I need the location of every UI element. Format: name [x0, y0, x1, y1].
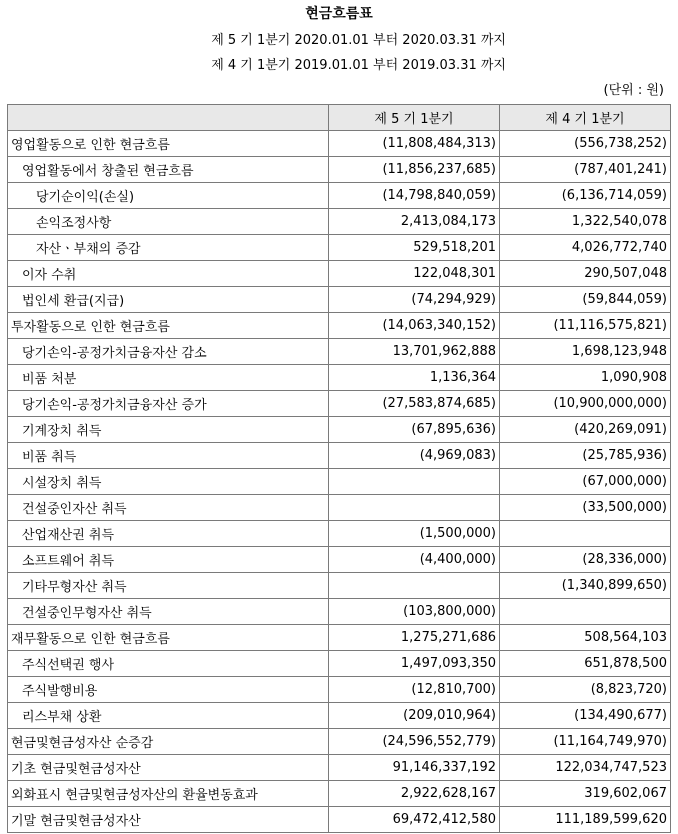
table-row	[8, 625, 671, 651]
period-current: 제 5 기 1분기 2020.01.01 부터 2020.03.31 까지	[211, 33, 506, 48]
value-current: (11,808,484,313)	[329, 131, 500, 157]
value-current: 1,275,271,686	[329, 625, 500, 651]
table-row	[8, 599, 671, 625]
value-current: (4,969,083)	[329, 443, 500, 469]
value-prior: (787,401,241)	[500, 157, 671, 183]
table-row	[8, 521, 671, 547]
table-row	[8, 365, 671, 391]
row-label: 이자 수취	[8, 261, 329, 287]
table-row	[8, 677, 671, 703]
value-prior: 1,090,908	[500, 365, 671, 391]
row-label: 산업재산권 취득	[8, 521, 329, 547]
row-label: 기타무형자산 취득	[8, 573, 329, 599]
value-current: 1,497,093,350	[329, 651, 500, 677]
value-prior: 1,698,123,948	[500, 339, 671, 365]
value-current: (14,063,340,152)	[329, 313, 500, 339]
value-current: (103,800,000)	[329, 599, 500, 625]
column-header-item	[8, 105, 329, 131]
value-current	[329, 469, 500, 495]
table-row	[8, 339, 671, 365]
table-row	[8, 807, 671, 833]
table-row	[8, 703, 671, 729]
value-current: (24,596,552,779)	[329, 729, 500, 755]
row-label: 외화표시 현금및현금성자산의 환율변동효과	[8, 781, 329, 807]
value-current: (14,798,840,059)	[329, 183, 500, 209]
table-row	[8, 183, 671, 209]
row-label: 건설중인자산 취득	[8, 495, 329, 521]
table-row	[8, 417, 671, 443]
row-label: 법인세 환급(지급)	[8, 287, 329, 313]
value-current: 13,701,962,888	[329, 339, 500, 365]
value-current: 91,146,337,192	[329, 755, 500, 781]
value-prior: (67,000,000)	[500, 469, 671, 495]
column-header-prior: 제 4 기 1분기	[500, 105, 671, 131]
value-current	[329, 573, 500, 599]
value-prior: (556,738,252)	[500, 131, 671, 157]
value-prior: (33,500,000)	[500, 495, 671, 521]
value-current: (67,895,636)	[329, 417, 500, 443]
value-prior: (11,116,575,821)	[500, 313, 671, 339]
value-current: 2,922,628,167	[329, 781, 500, 807]
value-prior: 122,034,747,523	[500, 755, 671, 781]
value-current	[329, 495, 500, 521]
row-label: 당기손익-공정가치금융자산 감소	[8, 339, 329, 365]
row-label: 소프트웨어 취득	[8, 547, 329, 573]
table-row	[8, 573, 671, 599]
value-prior: 111,189,599,620	[500, 807, 671, 833]
row-label: 현금및현금성자산 순증감	[8, 729, 329, 755]
table-row	[8, 469, 671, 495]
value-prior: (11,164,749,970)	[500, 729, 671, 755]
row-label: 당기순이익(손실)	[8, 183, 329, 209]
table-row	[8, 157, 671, 183]
table-row	[8, 391, 671, 417]
value-prior: (8,823,720)	[500, 677, 671, 703]
value-current: 122,048,301	[329, 261, 500, 287]
value-prior: 290,507,048	[500, 261, 671, 287]
value-current: (74,294,929)	[329, 287, 500, 313]
value-current: (11,856,237,685)	[329, 157, 500, 183]
table-row	[8, 729, 671, 755]
value-current: (12,810,700)	[329, 677, 500, 703]
table-row	[8, 287, 671, 313]
value-prior: (1,340,899,650)	[500, 573, 671, 599]
value-prior	[500, 599, 671, 625]
table-row	[8, 495, 671, 521]
value-prior: (25,785,936)	[500, 443, 671, 469]
row-label: 기말 현금및현금성자산	[8, 807, 329, 833]
row-label: 재무활동으로 인한 현금흐름	[8, 625, 329, 651]
value-current: 69,472,412,580	[329, 807, 500, 833]
value-prior: (10,900,000,000)	[500, 391, 671, 417]
row-label: 기계장치 취득	[8, 417, 329, 443]
table-row	[8, 261, 671, 287]
row-label: 시설장치 취득	[8, 469, 329, 495]
value-prior: 651,878,500	[500, 651, 671, 677]
row-label: 기초 현금및현금성자산	[8, 755, 329, 781]
row-label: 건설중인무형자산 취득	[8, 599, 329, 625]
row-label: 자산ㆍ부채의 증감	[8, 235, 329, 261]
value-prior: (134,490,677)	[500, 703, 671, 729]
table-row	[8, 313, 671, 339]
table-row	[8, 781, 671, 807]
value-current: (27,583,874,685)	[329, 391, 500, 417]
value-prior: (28,336,000)	[500, 547, 671, 573]
table-row	[8, 131, 671, 157]
value-prior: 1,322,540,078	[500, 209, 671, 235]
row-label: 당기손익-공정가치금융자산 증가	[8, 391, 329, 417]
value-prior: 508,564,103	[500, 625, 671, 651]
value-current: (4,400,000)	[329, 547, 500, 573]
table-row	[8, 235, 671, 261]
row-label: 손익조정사항	[8, 209, 329, 235]
value-current: 1,136,364	[329, 365, 500, 391]
row-label: 비품 처분	[8, 365, 329, 391]
value-current: 2,413,084,173	[329, 209, 500, 235]
table-header-row	[8, 105, 671, 131]
table-body	[8, 131, 671, 833]
row-label: 투자활동으로 인한 현금흐름	[8, 313, 329, 339]
value-current: (1,500,000)	[329, 521, 500, 547]
value-prior: 4,026,772,740	[500, 235, 671, 261]
value-prior: 319,602,067	[500, 781, 671, 807]
value-prior	[500, 521, 671, 547]
row-label: 주식발행비용	[8, 677, 329, 703]
row-label: 주식선택권 행사	[8, 651, 329, 677]
row-label: 영업활동으로 인한 현금흐름	[8, 131, 329, 157]
table-row	[8, 209, 671, 235]
table-row	[8, 443, 671, 469]
value-prior: (420,269,091)	[500, 417, 671, 443]
column-header-current: 제 5 기 1분기	[329, 105, 500, 131]
value-current: 529,518,201	[329, 235, 500, 261]
statement-title: 현금흐름표	[305, 6, 373, 22]
table-row	[8, 547, 671, 573]
table-row	[8, 755, 671, 781]
row-label: 리스부채 상환	[8, 703, 329, 729]
row-label: 비품 취득	[8, 443, 329, 469]
value-prior: (59,844,059)	[500, 287, 671, 313]
row-label: 영업활동에서 창출된 현금흐름	[8, 157, 329, 183]
period-prior: 제 4 기 1분기 2019.01.01 부터 2019.03.31 까지	[211, 58, 506, 73]
table-row	[8, 651, 671, 677]
value-prior: (6,136,714,059)	[500, 183, 671, 209]
value-current: (209,010,964)	[329, 703, 500, 729]
cash-flow-table	[7, 104, 671, 833]
unit-label: (단위 : 원)	[603, 83, 664, 98]
